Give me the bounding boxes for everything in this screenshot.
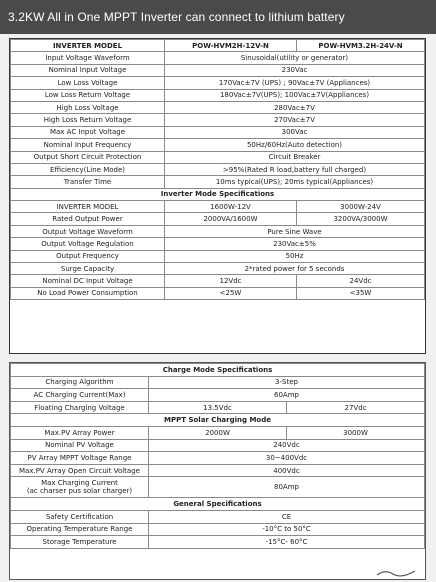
row-value: 230Vac±5% bbox=[165, 238, 425, 250]
table-row bbox=[11, 464, 425, 477]
row-value: Sinusoidal(utility or generator) bbox=[165, 52, 425, 64]
row-value: 60Amp bbox=[149, 389, 425, 402]
table-row bbox=[11, 213, 425, 225]
table-row bbox=[11, 452, 425, 465]
table-row bbox=[11, 139, 425, 151]
spec-panel-charge bbox=[9, 362, 426, 580]
row-label: Low Loss Return Voltage bbox=[11, 89, 165, 101]
table-header-row bbox=[11, 40, 425, 52]
row-label bbox=[11, 477, 149, 498]
row-value: 10ms typical(UPS); 20ms typical(Appliances) bbox=[165, 176, 425, 188]
row-label: Output Short Circuit Protection bbox=[11, 151, 165, 163]
table-row bbox=[11, 238, 425, 250]
row-value-a: 12Vdc bbox=[165, 275, 297, 287]
row-value: 80Amp bbox=[149, 477, 425, 498]
section-row bbox=[11, 364, 425, 377]
table-row bbox=[11, 114, 425, 126]
row-label: Transfer Time bbox=[11, 176, 165, 188]
row-label: PV Array MPPT Voltage Range bbox=[11, 452, 149, 465]
section-title-general: General Specifications bbox=[11, 498, 425, 511]
table-row bbox=[11, 77, 425, 89]
table-row bbox=[11, 401, 425, 414]
section-row bbox=[11, 188, 425, 200]
section-title-charge: Charge Mode Specifications bbox=[11, 364, 425, 377]
row-label: Output Voltage Waveform bbox=[11, 225, 165, 237]
row-label: Nominal Input Voltage bbox=[11, 64, 165, 76]
table-row bbox=[11, 163, 425, 175]
row-label: No Load Power Consumption bbox=[11, 287, 165, 299]
row-value: 300Vac bbox=[165, 126, 425, 138]
header-model-b: POW-HVM3.2H-24V-N bbox=[297, 40, 425, 52]
row-value-b: 27Vdc bbox=[287, 401, 425, 414]
spec-table-general bbox=[10, 39, 425, 300]
row-label: Operating Temperature Range bbox=[11, 523, 149, 536]
row-label: Floating Charging Voltage bbox=[11, 401, 149, 414]
row-value: 3-Step bbox=[149, 376, 425, 389]
row-label: Nominal DC Input Voltage bbox=[11, 275, 165, 287]
row-value: Circuit Breaker bbox=[165, 151, 425, 163]
row-value-b: 3000W-24V bbox=[297, 201, 425, 213]
table-row bbox=[11, 287, 425, 299]
row-label: Rated Output Power bbox=[11, 213, 165, 225]
row-value: 280Vac±7V bbox=[165, 101, 425, 113]
row-label: Max.PV Array Power bbox=[11, 426, 149, 439]
table-row bbox=[11, 376, 425, 389]
section-row bbox=[11, 414, 425, 427]
row-label: Charging Algorithm bbox=[11, 376, 149, 389]
row-value: 50Hz/60Hz(Auto detection) bbox=[165, 139, 425, 151]
row-value-b: <35W bbox=[297, 287, 425, 299]
table-row bbox=[11, 263, 425, 275]
table-row bbox=[11, 389, 425, 402]
row-value: 270Vac±7V bbox=[165, 114, 425, 126]
table-row bbox=[11, 52, 425, 64]
row-value: -15°C- 60°C bbox=[149, 536, 425, 549]
row-value: 50Hz bbox=[165, 250, 425, 262]
table-row bbox=[11, 439, 425, 452]
spec-table-charge bbox=[10, 363, 425, 549]
row-value-a: 13.5Vdc bbox=[149, 401, 287, 414]
section-title-inverter: Inverter Mode Specifications bbox=[11, 188, 425, 200]
row-label: Output Voltage Regulation bbox=[11, 238, 165, 250]
row-value-a: <25W bbox=[165, 287, 297, 299]
table-row bbox=[11, 523, 425, 536]
row-value-b: 3200VA/3000W bbox=[297, 213, 425, 225]
row-label: Output Frequency bbox=[11, 250, 165, 262]
row-value-a: 1600W-12V bbox=[165, 201, 297, 213]
row-label: Efficiency(Line Mode) bbox=[11, 163, 165, 175]
table-row bbox=[11, 101, 425, 113]
row-label: Max.PV Array Open Circuit Voltage bbox=[11, 464, 149, 477]
watermark-mark-icon bbox=[375, 568, 417, 577]
row-label: High Loss Return Voltage bbox=[11, 114, 165, 126]
table-row bbox=[11, 275, 425, 287]
table-row bbox=[11, 126, 425, 138]
row-value-a: 2000W bbox=[149, 426, 287, 439]
row-value: 30~400Vdc bbox=[149, 452, 425, 465]
row-value-b: 3000W bbox=[287, 426, 425, 439]
row-label: Nominal Input Frequency bbox=[11, 139, 165, 151]
row-label: Nominal PV Voltage bbox=[11, 439, 149, 452]
banner-title: 3.2KW All in One MPPT Inverter can connect to lithium battery bbox=[8, 10, 345, 24]
table-row bbox=[11, 426, 425, 439]
header-model-a: POW-HVM2H-12V-N bbox=[165, 40, 297, 52]
row-label: Low Loss Voltage bbox=[11, 77, 165, 89]
row-label-line1: Max Charging Current bbox=[41, 479, 118, 488]
row-label: Max AC Input Voltage bbox=[11, 126, 165, 138]
row-value: -10°C to 50°C bbox=[149, 523, 425, 536]
table-row bbox=[11, 151, 425, 163]
row-value-b: 24Vdc bbox=[297, 275, 425, 287]
table-row bbox=[11, 201, 425, 213]
row-label: Storage Temperature bbox=[11, 536, 149, 549]
row-value: 180Vac±7V(UPS); 100Vac±7V(Appliances) bbox=[165, 89, 425, 101]
row-label: INVERTER MODEL bbox=[11, 201, 165, 213]
row-value: CE bbox=[149, 510, 425, 523]
table-row bbox=[11, 89, 425, 101]
table-row bbox=[11, 477, 425, 498]
spec-panel-general bbox=[9, 38, 426, 354]
table-row bbox=[11, 510, 425, 523]
row-value: 230Vac bbox=[165, 64, 425, 76]
row-value: 400Vdc bbox=[149, 464, 425, 477]
row-label: Surge Capacity bbox=[11, 263, 165, 275]
row-label-line2: (ac charser pus solar charger) bbox=[26, 487, 133, 496]
row-label: Input Voltage Waveform bbox=[11, 52, 165, 64]
row-label: High Loss Voltage bbox=[11, 101, 165, 113]
section-row bbox=[11, 498, 425, 511]
table-row bbox=[11, 250, 425, 262]
header-label: INVERTER MODEL bbox=[11, 40, 165, 52]
table-row bbox=[11, 64, 425, 76]
row-label: Safety Certification bbox=[11, 510, 149, 523]
row-value: 2*rated power for 5 seconds bbox=[165, 263, 425, 275]
row-value: Pure Sine Wave bbox=[165, 225, 425, 237]
table-row bbox=[11, 176, 425, 188]
page-banner bbox=[0, 0, 436, 34]
table-row bbox=[11, 225, 425, 237]
row-value: >95%(Rated R load,battery full charged) bbox=[165, 163, 425, 175]
row-label: AC Charging Current(Max) bbox=[11, 389, 149, 402]
section-title-mppt: MPPT Solar Charging Mode bbox=[11, 414, 425, 427]
table-row bbox=[11, 536, 425, 549]
row-value: 240Vdc bbox=[149, 439, 425, 452]
row-value: 170Vac±7V (UPS) ; 90Vac±7V (Appliances) bbox=[165, 77, 425, 89]
row-value-a: 2000VA/1600W bbox=[165, 213, 297, 225]
